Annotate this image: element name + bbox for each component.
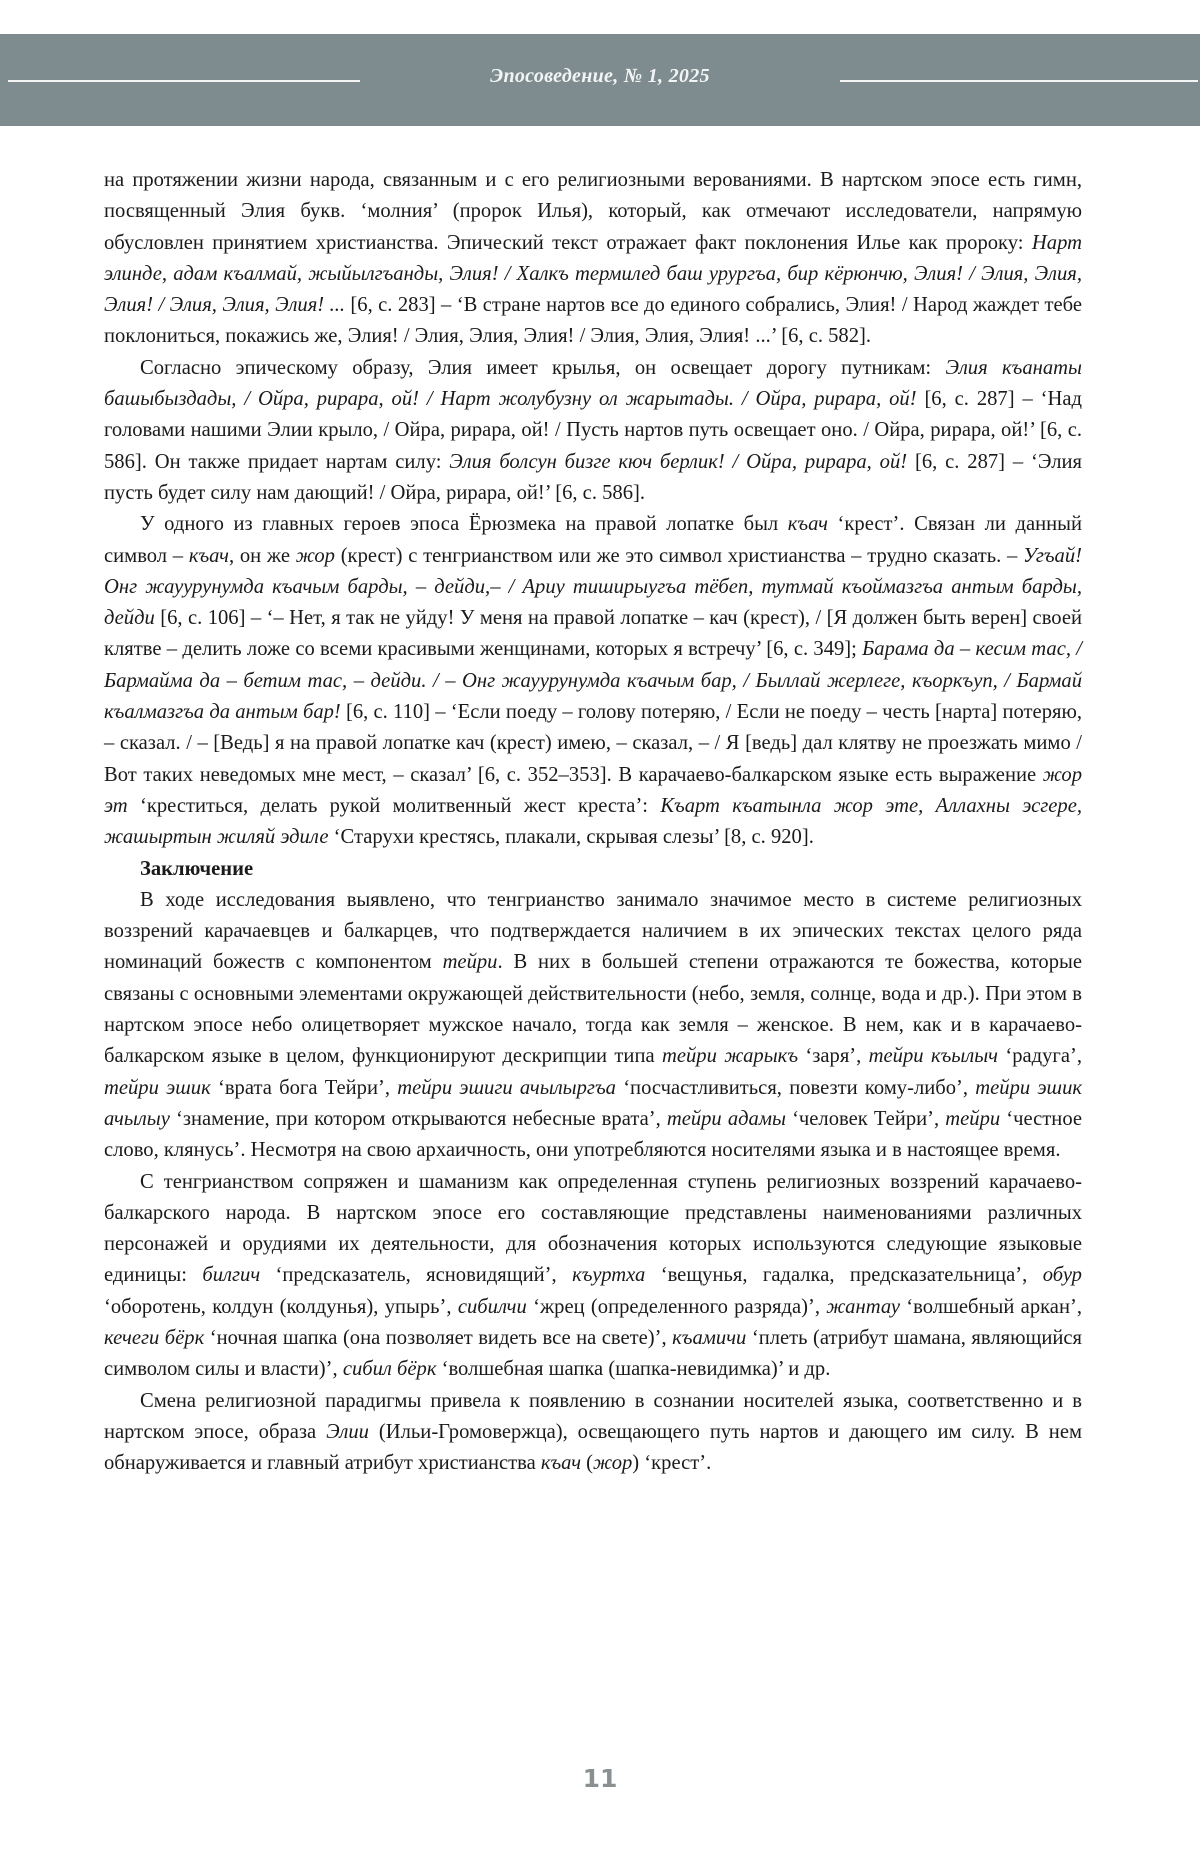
italic-quote: къамичи	[672, 1326, 747, 1349]
italic-quote: Элии	[326, 1420, 369, 1443]
text-run: на протяжении жизни народа, связанным и с его религиозными верованиями. В нартском эпосе есть гимн, посвященный Элия букв. ‘молния’ (пророк Илья), который, как отмечают исследователи, напрямую обусловлен принятием христианства. Эпический текст отражает факт поклонения Илье как пророку:	[104, 169, 1082, 254]
body-paragraph	[104, 885, 1082, 1167]
text-run: ‘креститься, делать рукой молитвенный жест креста’:	[127, 794, 661, 817]
italic-quote: Нарт элинде, адам къалмай, жыйылгъанды, Элия! / Халкъ термилед баш урургъа, бир кёрюнчю, Элия! / Элия, Элия, Элия! / Элия, Элия, Элия! ...	[104, 231, 1082, 317]
body-paragraph	[104, 509, 1082, 853]
italic-quote: Къарт къатынла жор эте, Аллахны эсгере, жашыртын жиляй эдиле	[104, 794, 1082, 849]
text-run: В ходе исследования выявлено, что тенгрианство занимало значимое место в системе религиозных воззрений карачаевцев и балкарцев, что подтверждается наличием в их эпических текстах целого ряда номинаций божеств с компонентом	[104, 888, 1082, 974]
text-run: ‘честное слово, клянусь’. Несмотря на свою архаичность, они употребляются носителями языка и в настоящее время.	[104, 1107, 1083, 1162]
italic-quote: сибил бёрк	[342, 1358, 437, 1381]
italic-quote: тейри къылыч	[868, 1045, 998, 1068]
italic-quote: тейри эшик ачылыу	[104, 1076, 1083, 1130]
text-run: [6, с. 106] – ‘– Нет, я так не уйду! У меня на правой лопатке – кач (крест), / [Я должен быть верен] своей клятве – делить ложе со всеми красивыми женщинами, которых я встречу’ [6, с. 349];	[104, 607, 1082, 661]
section-heading: Заключение	[140, 857, 254, 880]
text-run: С тенгрианством сопряжен и шаманизм как определенная ступень религиозных воззрений карачаево-балкарского народа. В нартском эпосе его составляющие представлены наименованиями различных персонажей и орудиями их деятельности, для обозначения которых используются следующие языковые единицы:	[104, 1170, 1082, 1287]
text-run: ‘посчастливиться, повезти кому-либо’,	[615, 1076, 976, 1099]
text-run: ‘волшебный аркан’,	[899, 1295, 1082, 1318]
italic-quote: къач	[188, 544, 229, 567]
page-number: 11	[582, 1764, 618, 1793]
text-run: ‘врата бога Тейри’,	[210, 1076, 398, 1099]
italic-quote: жор	[593, 1452, 633, 1475]
italic-quote: жор эт	[104, 763, 1082, 817]
text-run: ‘жрец (определенного разряда)’,	[526, 1295, 827, 1318]
italic-quote: тейри эшик	[104, 1076, 211, 1099]
italic-quote: обур	[1042, 1264, 1082, 1287]
text-run: ‘крест’. Связан ли данный символ –	[104, 513, 1083, 567]
text-run: , он же	[229, 544, 296, 567]
text-run: Смена религиозной парадигмы привела к появлению в сознании носителей языка, соответственно и в нартском эпосе, образа	[104, 1389, 1082, 1443]
text-run: ) ‘крест’.	[632, 1452, 712, 1475]
text-run: ‘вещунья, гадалка, предсказательница’,	[645, 1264, 1043, 1287]
italic-quote: Элия болсун бизге кюч берлик! / Ойра, рирара, ой!	[449, 450, 908, 473]
body-paragraph	[104, 353, 1082, 509]
italic-quote: тейри	[945, 1107, 1001, 1130]
body-paragraph	[104, 1386, 1082, 1480]
text-run: ‘плеть (атрибут шамана, являющийся символом силы и власти)’,	[104, 1326, 1082, 1381]
italic-quote: тейри жарыкъ	[661, 1045, 799, 1068]
italic-quote: Барама да – кесим тас, / Бармайма да – бетим тас, – дейди. / – Онг жауурунумда къачым бар, / Быллай жерлеге, къоркъуп, / Бармай къалмазгъа да антым бар!	[104, 638, 1083, 724]
text-run: У одного из главных героев эпоса Ёрюзмека на правой лопатке был	[140, 513, 788, 536]
text-run: ‘ночная шапка (она позволяет видеть все на свете)’,	[204, 1326, 673, 1349]
italic-quote: тейри эшиги ачылыргъа	[397, 1076, 616, 1099]
text-run: [6, с. 287] – ‘Элия пусть будет силу нам дающий! / Ойра, рирара, ой!’ [6, с. 586].	[104, 450, 1082, 504]
italic-quote: къач	[787, 513, 828, 536]
text-run: ‘заря’,	[798, 1045, 869, 1068]
italic-quote: Элия къанаты башыбыздады, / Ойра, рирара, ой! / Нарт жолубузну ол жарытады. / Ойра, рирара, ой!	[104, 356, 1082, 411]
journal-header-band	[0, 34, 1200, 126]
italic-quote: къач	[540, 1452, 582, 1475]
italic-quote: тейри адамы	[666, 1107, 786, 1130]
text-run: ‘человек Тейри’,	[785, 1107, 946, 1130]
text-run: [6, с. 287] – ‘Над головами нашими Элии крыло, / Ойра, рирара, ой! / Пусть нартов путь освещает оно. / Ойра, рирара, ой!’ [6, с. 586]. Он также придает нартам силу:	[104, 388, 1082, 473]
text-run: [6, с. 110] – ‘Если поеду – голову потеряю, / Если не поеду – честь [нарта] потеряю, – сказал. / – [Ведь] я на правой лопатке кач (крест) имею, – сказал, – / Я [ведь] дал клятву не проезжать мимо / Вот таких неведомых мне мест, – сказал’ [6, с. 352–353]. В карачаево-балкарском языке есть выражение	[104, 701, 1082, 786]
italic-quote: билгич	[202, 1264, 261, 1287]
text-run: [6, с. 283] – ‘В стране нартов все до единого собрались, Элия! / Народ жаждет тебе поклониться, покажись же, Элия! / Элия, Элия, Элия! / Элия, Элия, Элия! ...’ [6, с. 582].	[104, 294, 1082, 348]
italic-quote: сибилчи	[457, 1295, 527, 1318]
text-run: ‘знамение, при котором открываются небесные врата’,	[169, 1107, 667, 1130]
text-run: . В них в большей степени отражаются те божества, которые связаны с основными элементами окружающей действительности (небо, земля, солнце, вода и др.). При этом в нартском эпосе небо олицетворяет мужское начало, тогда как земля – женское. В нем, как и в карачаево-балкарском языке в целом, функционируют дескрипции типа	[104, 951, 1083, 1068]
italic-quote: къуртха	[572, 1264, 646, 1287]
italic-quote: жор	[295, 544, 335, 567]
text-run: ‘Старухи крестясь, плакали, скрывая слезы’ [8, с. 920].	[328, 826, 814, 849]
text-run: (	[581, 1452, 594, 1475]
text-run: ‘оборотень, колдун (колдунья), упырь’,	[104, 1295, 458, 1318]
text-run: ‘радуга’,	[997, 1045, 1083, 1068]
header-rule-right	[840, 80, 1198, 82]
italic-quote: тейри	[442, 951, 498, 974]
text-run: Согласно эпическому образу, Элия имеет крылья, он освещает дорогу путникам:	[140, 356, 946, 379]
body-paragraph	[104, 1167, 1082, 1386]
italic-quote: кечеги бёрк	[104, 1326, 205, 1349]
text-run: (крест) с тенгрианством или же это символ христианства – трудно сказать.	[334, 544, 1007, 567]
italic-quote: жантау	[826, 1295, 900, 1318]
body-paragraph	[104, 165, 1082, 353]
italic-quote: – Угъай! Онг жауурунумда къачым барды, – дейди,– / Ариу тиширыугъа тёбеп, тутмай къоймазгъа антым барды, дейди	[104, 544, 1083, 630]
text-run: (Ильи-Громовержца), освещающего путь нартов и дающего им силу. В нем обнаруживается и главный атрибут христианства	[104, 1420, 1082, 1475]
header-rule-left	[8, 80, 360, 82]
article-body	[104, 165, 1082, 1479]
journal-title: Эпосоведение, № 1, 2025	[490, 65, 710, 87]
text-run: ‘предсказатель, ясновидящий’,	[260, 1264, 573, 1287]
text-run: ‘волшебная шапка (шапка-невидимка)’ и др.	[436, 1358, 831, 1381]
